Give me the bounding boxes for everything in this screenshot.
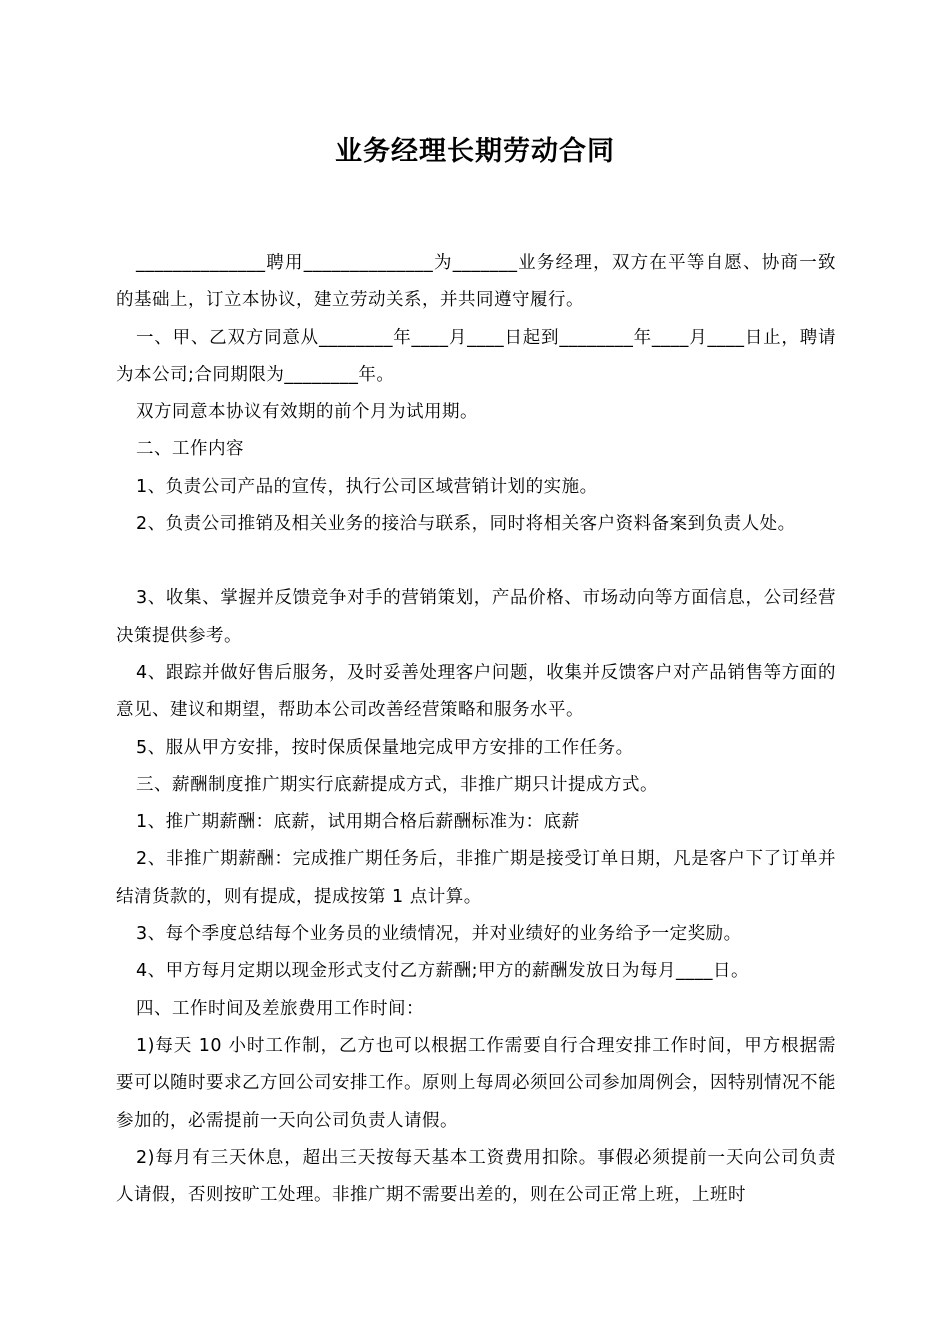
paragraph-pay-1: 1、推广期薪酬：底薪，试用期合格后薪酬标准为：底薪	[136, 812, 580, 833]
document-body	[116, 245, 836, 1214]
document-title: 业务经理长期劳动合同	[335, 136, 615, 167]
paragraph-duty-5: 5、服从甲方安排，按时保质保量地完成甲方安排的工作任务。	[136, 737, 634, 758]
paragraph-contract-term: 一、甲、乙双方同意从________年____月____日起到________年____月____日止，聘请为本公司;合同期限为________年。	[116, 327, 836, 385]
section-heading-compensation: 三、薪酬制度推广期实行底薪提成方式，非推广期只计提成方式。	[136, 774, 658, 795]
paragraph-pay-4: 4、甲方每月定期以现金形式支付乙方薪酬;甲方的薪酬发放日为每月____日。	[136, 961, 750, 982]
paragraph-employment-intro: ______________聘用______________为_______业务经理，双方在平等自愿、协商一致的基础上，订立本协议，建立劳动关系，并共同遵守履行。	[116, 253, 836, 311]
paragraph-duty-4: 4、跟踪并做好售后服务，及时妥善处理客户问题，收集并反馈客户对产品销售等方面的意见、建议和期望，帮助本公司改善经营策略和服务水平。	[116, 662, 836, 721]
paragraph-duty-3: 3、收集、掌握并反馈竞争对手的营销策划，产品价格、市场动向等方面信息，公司经营决策提供参考。	[116, 588, 836, 646]
paragraph-hours-2: 2)每月有三天休息，超出三天按每天基本工资费用扣除。事假必须提前一天向公司负责人请假，否则按旷工处理。非推广期不需要出差的，则在公司正常上班，上班时	[116, 1147, 836, 1206]
paragraph-hours-1: 1)每天 10 小时工作制，乙方也可以根据工作需要自行合理安排工作时间，甲方根据需要可以随时要求乙方回公司安排工作。原则上每周必须回公司参加周例会，因特别情况不能参加的，必需提前一天向公司负责人请假。	[116, 1035, 836, 1131]
section-heading-work-hours: 四、工作时间及差旅费用工作时间：	[136, 998, 424, 1019]
paragraph-duty-2: 2、负责公司推销及相关业务的接洽与联系，同时将相关客户资料备案到负责人处。	[136, 514, 796, 535]
section-heading-work-content: 二、工作内容	[136, 439, 244, 460]
paragraph-spacer	[116, 543, 836, 580]
paragraph-pay-2: 2、非推广期薪酬：完成推广期任务后，非推广期是接受订单日期，凡是客户下了订单并结清货款的，则有提成，提成按第 1 点计算。	[116, 849, 836, 907]
paragraph-probation: 双方同意本协议有效期的前个月为试用期。	[136, 402, 478, 423]
paragraph-pay-3: 3、每个季度总结每个业务员的业绩情况，并对业绩好的业务给予一定奖励。	[136, 924, 742, 945]
paragraph-duty-1: 1、负责公司产品的宣传，执行公司区域营销计划的实施。	[136, 476, 598, 497]
